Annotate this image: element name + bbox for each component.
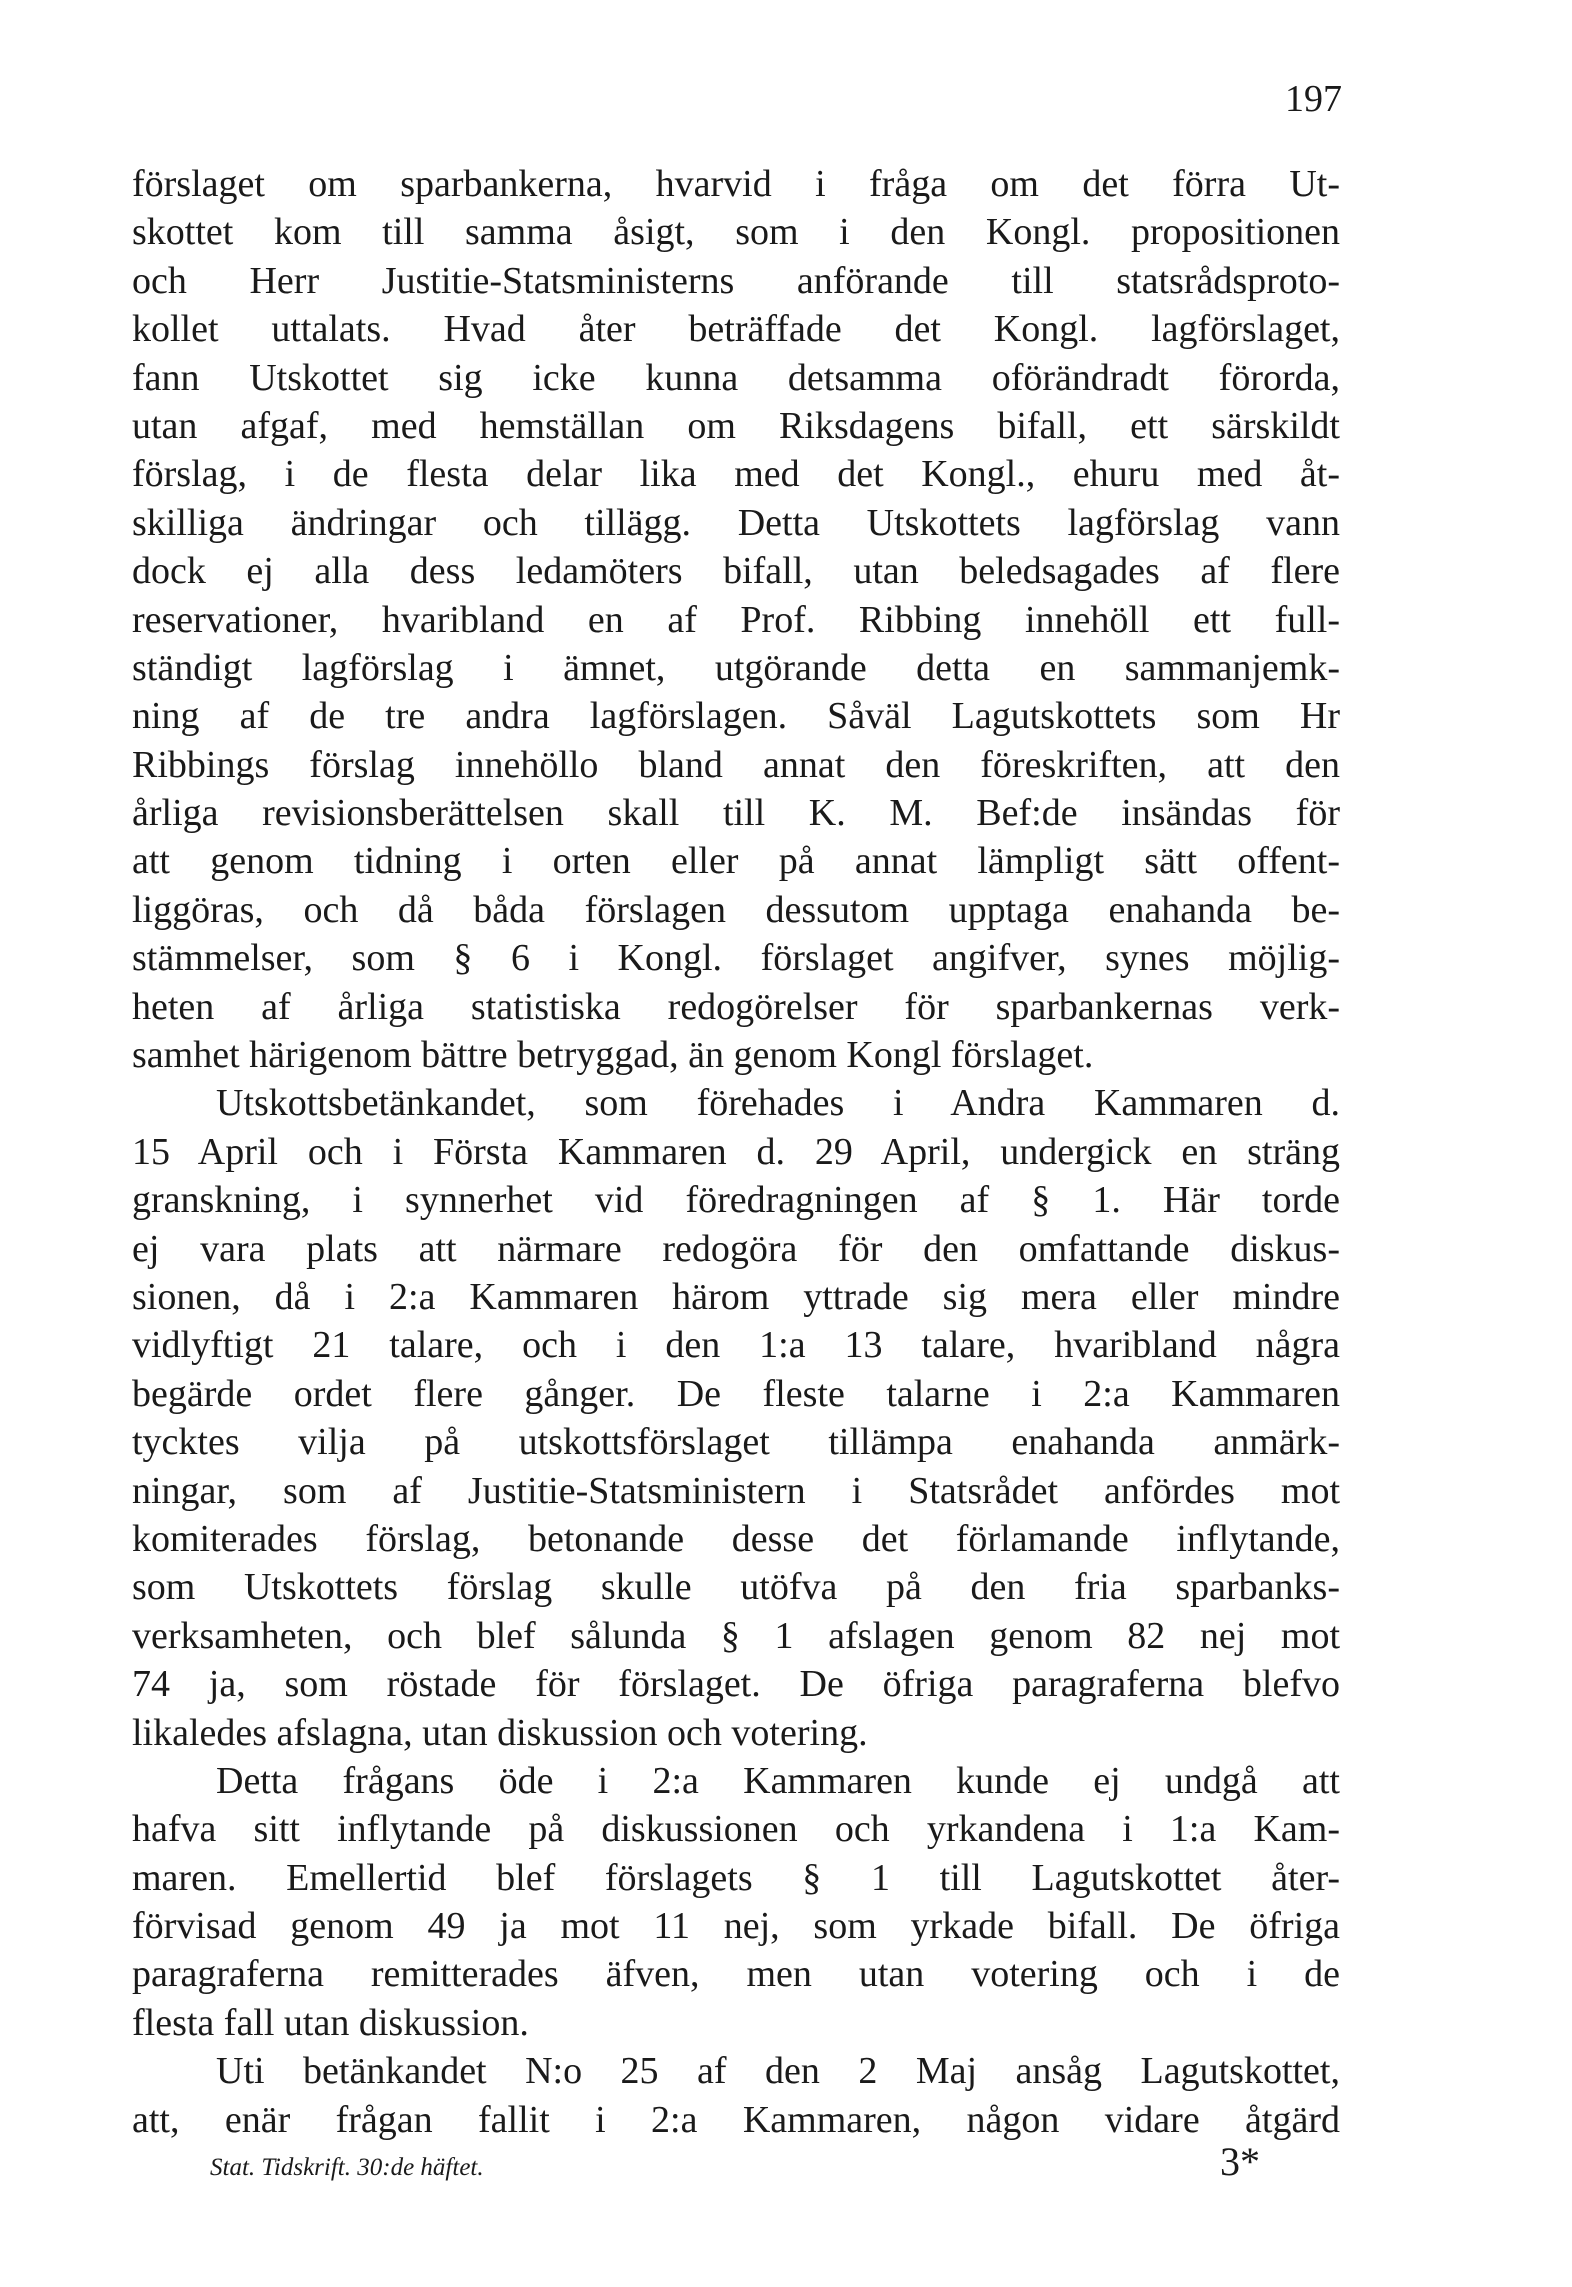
text-line: maren. Emellertid blef förslagets § 1 till Lagutskottet åter- (132, 1856, 1340, 1899)
text-line: begärde ordet flere gånger. De fleste talarne i 2:a Kammaren (132, 1372, 1340, 1415)
text-line: Detta frågans öde i 2:a Kammaren kunde ej undgå att (216, 1759, 1340, 1802)
text-line: som Utskottets förslag skulle utöfva på den fria sparbanks- (132, 1566, 1340, 1609)
text-line: Uti betänkandet N:o 25 af den 2 Maj ansåg Lagutskottet, (216, 2050, 1340, 2093)
text-line: förvisad genom 49 ja mot 11 nej, som yrkade bifall. De öfriga (132, 1905, 1340, 1948)
text-line: att genom tidning i orten eller på annat lämpligt sätt offent- (132, 840, 1340, 883)
text-line: ej vara plats att närmare redogöra för den omfattande diskus- (132, 1227, 1340, 1270)
text-line: ningar, som af Justitie-Statsministern i Statsrådet anfördes mot (132, 1469, 1340, 1512)
page-number: 197 (1285, 78, 1342, 120)
footer-journal-title: Stat. Tidskrift. 30:de häftet. (210, 2154, 484, 2181)
text-line: heten af årliga statistiska redogörelser för sparbankernas verk- (132, 985, 1340, 1028)
text-line: skottet kom till samma åsigt, som i den Kongl. propositionen (132, 211, 1340, 254)
footer-signature-mark: 3* (1220, 2139, 1260, 2184)
text-line: Utskottsbetänkandet, som förehades i Andra Kammaren d. (216, 1082, 1340, 1125)
text-line: verksamheten, och blef sålunda § 1 afslagen genom 82 nej mot (132, 1614, 1340, 1657)
page-footer (210, 2139, 1260, 2188)
text-line: dock ej alla dess ledamöters bifall, utan beledsagades af flere (132, 550, 1340, 593)
text-line: 74 ja, som röstade för förslaget. De öfriga paragraferna blefvo (132, 1663, 1340, 1706)
body-text (132, 160, 1340, 2144)
text-line: tycktes vilja på utskottsförslaget tillämpa enahanda anmärk- (132, 1421, 1340, 1464)
text-line: sionen, då i 2:a Kammaren härom yttrade sig mera eller mindre (132, 1275, 1340, 1318)
text-line: ständigt lagförslag i ämnet, utgörande detta en sammanjemk- (132, 646, 1340, 689)
text-line: liggöras, och då båda förslagen dessutom upptaga enahanda be- (132, 888, 1340, 931)
text-line: flesta fall utan diskussion. (132, 2001, 529, 2044)
text-line: Ribbings förslag innehöllo bland annat den föreskriften, att den (132, 743, 1340, 786)
text-line: skilliga ändringar och tillägg. Detta Utskottets lagförslag vann (132, 501, 1340, 544)
text-line: samhet härigenom bättre betryggad, än genom Kongl förslaget. (132, 1034, 1094, 1077)
text-line: stämmelser, som § 6 i Kongl. förslaget angifver, synes möjlig- (132, 937, 1340, 980)
text-line: 15 April och i Första Kammaren d. 29 April, undergick en sträng (132, 1130, 1340, 1173)
text-line: kollet uttalats. Hvad åter beträffade det Kongl. lagförslaget, (132, 308, 1340, 351)
text-line: komiterades förslag, betonande desse det förlamande inflytande, (132, 1517, 1340, 1560)
text-line: fann Utskottet sig icke kunna detsamma oförändradt förorda, (132, 356, 1340, 399)
text-line: vidlyftigt 21 talare, och i den 1:a 13 talare, hvaribland några (132, 1324, 1340, 1367)
text-line: förslag, i de flesta delar lika med det Kongl., ehuru med åt- (132, 453, 1340, 496)
text-line: hafva sitt inflytande på diskussionen och yrkandena i 1:a Kam- (132, 1808, 1340, 1851)
text-line: likaledes afslagna, utan diskussion och votering. (132, 1711, 868, 1754)
text-line: reservationer, hvaribland en af Prof. Ribbing innehöll ett full- (132, 598, 1340, 641)
text-line: utan afgaf, med hemställan om Riksdagens bifall, ett särskildt (132, 404, 1340, 447)
text-line: och Herr Justitie-Statsministerns anförande till statsrådsproto- (132, 259, 1340, 302)
text-line: att, enär frågan fallit i 2:a Kammaren, någon vidare åtgärd (132, 2098, 1340, 2141)
text-line: paragraferna remitterades äfven, men utan votering och i de (132, 1953, 1340, 1996)
text-line: årliga revisionsberättelsen skall till K. M. Bef:de insändas för (132, 792, 1340, 835)
text-line: ning af de tre andra lagförslagen. Såväl Lagutskottets som Hr (132, 695, 1340, 738)
text-line: granskning, i synnerhet vid föredragningen af § 1. Här torde (132, 1179, 1340, 1222)
text-line: förslaget om sparbankerna, hvarvid i fråga om det förra Ut- (132, 163, 1340, 205)
